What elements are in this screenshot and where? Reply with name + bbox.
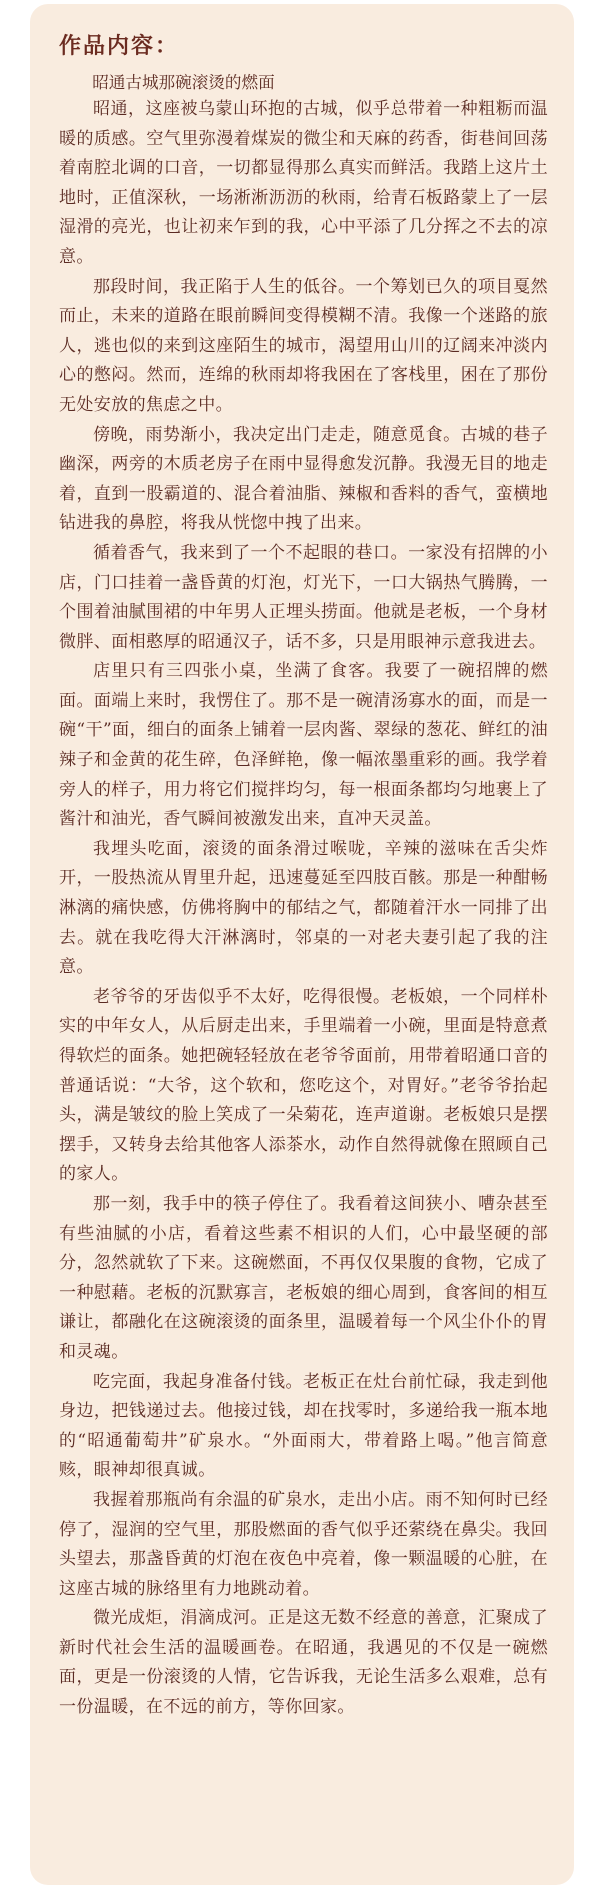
article-paragraph: 昭通，这座被乌蒙山环抱的古城，似乎总带着一种粗粝而温暖的质感。空气里弥漫着煤炭的微尘和天麻的药香，街巷间回荡着南腔北调的口音，一切都显得那么真实而鲜活。我踏上这片土地时，正值深秋，一场淅淅沥沥的秋雨，给青石板路蒙上了一层湿滑的亮光，也让初来乍到的我，心中平添了几分挥之不去的凉意。	[59, 99, 548, 267]
article-paragraph: 店里只有三四张小桌，坐满了食客。我要了一碗招牌的燃面。面端上来时，我愣住了。那不是一碗清汤寡水的面，而是一碗“干”面，细白的面条上铺着一层肉酱、翠绿的葱花、鲜红的油辣子和金黄的花生碎，色泽鲜艳，像一幅浓墨重彩的画。我学着旁人的样子，用力将它们搅拌均匀，每一根面条都均匀地裹上了酱汁和油光，香气瞬间被激发出来，直冲天灵盖。	[59, 661, 548, 830]
article-paragraph: 循着香气，我来到了一个不起眼的巷口。一家没有招牌的小店，门口挂着一盏昏黄的灯泡，灯光下，一口大锅热气腾腾，一个围着油腻围裙的中年男人正埋头捞面。他就是老板，一个身材微胖、面相憨厚的昭通汉子，话不多，只是用眼神示意我进去。	[59, 542, 548, 652]
article-paragraph: 那一刻，我手中的筷子停住了。我看着这间狭小、嘈杂甚至有些油腻的小店，看着这些素不相识的人们，心中最坚硬的部分，忽然就软了下来。这碗燃面，不再仅仅果腹的食物，它成了一种慰藉。老板的沉默寡言，老板娘的细心周到，食客间的相互谦让，都融化在这碗滚烫的面条里，温暖着每一个风尘仆仆的胃和灵魂。	[59, 1193, 548, 1362]
section-heading: 作品内容：	[59, 34, 180, 59]
article-paragraph: 微光成炬，涓滴成河。正是这无数不经意的善意，汇聚成了新时代社会生活的温暖画卷。在昭通，我遇见的不仅是一碗燃面，更是一份滚烫的人情，它告诉我，无论生活多么艰难，总有一份温暖，在不远的前方，等你回家。	[59, 1608, 548, 1718]
article-paragraph: 那段时间，我正陷于人生的低谷。一个筹划已久的项目戛然而止，未来的道路在眼前瞬间变得模糊不清。我像一个迷路的旅人，逃也似的来到这座陌生的城市，渴望用山川的辽阔来冲淡内心的憋闷。然而，连绵的秋雨却将我困在了客栈里，困在了那份无处安放的焦虑之中。	[59, 276, 548, 415]
article-body	[59, 95, 548, 1723]
article-card	[30, 4, 574, 1885]
article-paragraph: 老爷爷的牙齿似乎不太好，吃得很慢。老板娘，一个同样朴实的中年女人，从后厨走出来，手里端着一小碗，里面是特意煮得软烂的面条。她把碗轻轻放在老爷爷面前，用带着昭通口音的普通话说：“大爷，这个软和，您吃这个，对胃好。”老爷爷抬起头，满是皱纹的脸上笑成了一朵菊花，连声道谢。老板娘只是摆摆手，又转身去给其他客人添茶水，动作自然得就像在照顾自己的家人。	[59, 986, 548, 1185]
article-paragraph: 我握着那瓶尚有余温的矿泉水，走出小店。雨不知何时已经停了，湿润的空气里，那股燃面的香气似乎还萦绕在鼻尖。我回头望去，那盏昏黄的灯泡在夜色中亮着，像一颗温暖的心脏，在这座古城的脉络里有力地跳动着。	[59, 1489, 548, 1599]
article-paragraph: 我埋头吃面，滚烫的面条滑过喉咙，辛辣的滋味在舌尖炸开，一股热流从胃里升起，迅速蔓延至四肢百骸。那是一种酣畅淋漓的痛快感，仿佛将胸中的郁结之气，都随着汗水一同排了出去。就在我吃得大汗淋漓时，邻桌的一对老夫妻引起了我的注意。	[59, 838, 548, 978]
article-paragraph: 傍晚，雨势渐小，我决定出门走走，随意觅食。古城的巷子幽深，两旁的木质老房子在雨中显得愈发沉静。我漫无目的地走着，直到一股霸道的、混合着油脂、辣椒和香料的香气，蛮横地钻进我的鼻腔，将我从恍惚中拽了出来。	[59, 424, 548, 534]
article-title: 昭通古城那碗滚烫的燃面	[92, 73, 275, 92]
article-paragraph: 吃完面，我起身准备付钱。老板正在灶台前忙碌，我走到他身边，把钱递过去。他接过钱，却在找零时，多递给我一瓶本地的“昭通葡萄井”矿泉水。“外面雨大，带着路上喝。”他言简意赅，眼神却很真诚。	[59, 1371, 548, 1481]
